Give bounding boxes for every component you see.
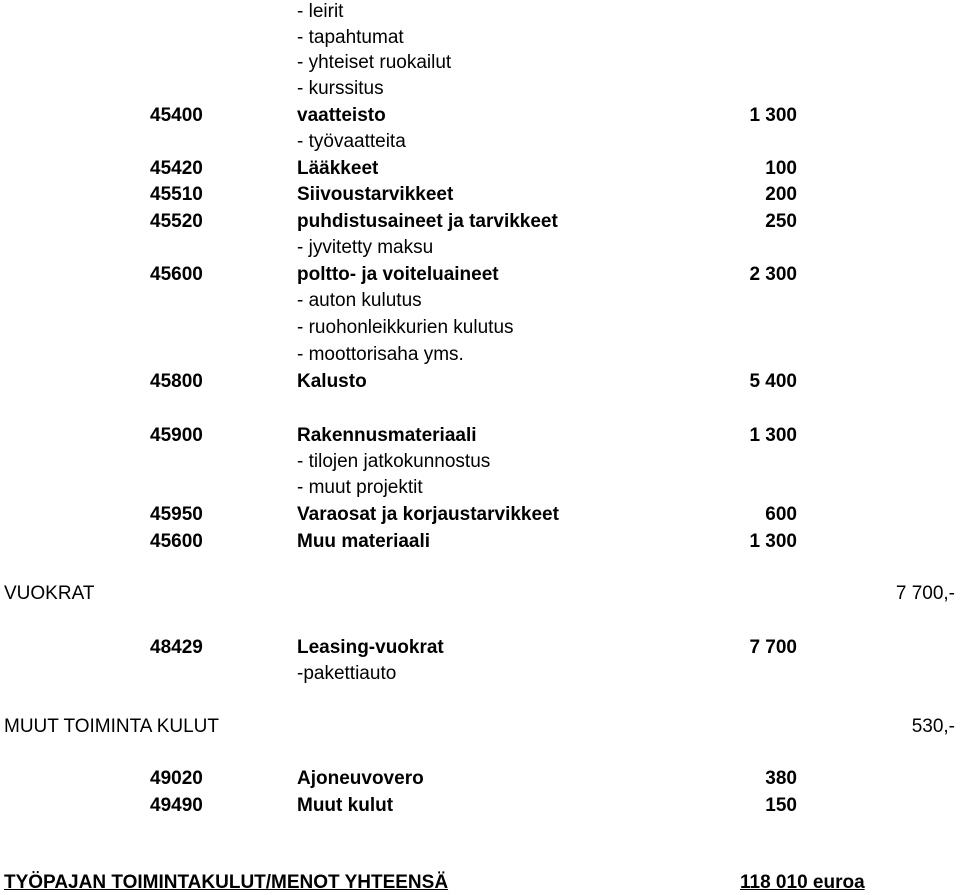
grand-total-label: TYÖPAJAN TOIMINTAKULUT/MENOT YHTEENSÄ (4, 872, 449, 893)
sub-item: - ruohonleikkurien kulutus (297, 317, 514, 338)
account-name: Siivoustarvikkeet (297, 184, 454, 205)
account-amount: 2 300 (749, 264, 797, 285)
section-total: 7 700,- (895, 583, 955, 604)
account-code: 45600 (150, 264, 203, 285)
account-name: puhdistusaineet ja tarvikkeet (297, 211, 558, 232)
grand-total-amount: 118 010 euroa (740, 872, 865, 893)
account-amount: 100 (765, 158, 797, 179)
sub-item: - työvaatteita (297, 131, 406, 152)
account-amount: 1 300 (749, 425, 797, 446)
sub-item: - jyvitetty maksu (297, 237, 434, 258)
sub-item: -pakettiauto (297, 663, 397, 684)
account-name: Muut kulut (297, 795, 394, 816)
account-name: poltto- ja voiteluaineet (297, 264, 499, 285)
account-name: Kalusto (297, 371, 367, 392)
sub-item: - kurssitus (297, 78, 384, 99)
account-amount: 1 300 (749, 531, 797, 552)
account-name: Leasing-vuokrat (297, 637, 444, 658)
account-amount: 5 400 (749, 371, 797, 392)
account-code: 49490 (150, 795, 203, 816)
sub-item: - leirit (297, 1, 344, 22)
account-code: 45400 (150, 105, 203, 126)
account-code: 45520 (150, 211, 203, 232)
account-amount: 380 (765, 768, 797, 789)
account-code: 45510 (150, 184, 203, 205)
account-amount: 7 700 (749, 637, 797, 658)
account-name: Lääkkeet (297, 158, 379, 179)
account-amount: 150 (765, 795, 797, 816)
sub-item: - tilojen jatkokunnostus (297, 451, 491, 472)
account-code: 49020 (150, 768, 203, 789)
account-code: 48429 (150, 637, 203, 658)
sub-item: - yhteiset ruokailut (297, 52, 452, 73)
account-name: Muu materiaali (297, 531, 431, 552)
account-amount: 1 300 (749, 105, 797, 126)
account-amount: 600 (765, 504, 797, 525)
account-code: 45600 (150, 531, 203, 552)
account-name: Rakennusmateriaali (297, 425, 477, 446)
account-code: 45420 (150, 158, 203, 179)
account-code: 45800 (150, 371, 203, 392)
sub-item: - auton kulutus (297, 290, 422, 311)
section-title: VUOKRAT (4, 583, 95, 604)
sub-item: - tapahtumat (297, 27, 404, 48)
sub-item: - moottorisaha yms. (297, 344, 464, 365)
section-title: MUUT TOIMINTA KULUT (4, 716, 220, 737)
section-total: 530,- (911, 716, 955, 737)
account-code: 45900 (150, 425, 203, 446)
account-name: Varaosat ja korjaustarvikkeet (297, 504, 559, 525)
account-name: Ajoneuvovero (297, 768, 424, 789)
account-code: 45950 (150, 504, 203, 525)
account-amount: 200 (765, 184, 797, 205)
account-name: vaatteisto (297, 105, 386, 126)
sub-item: - muut projektit (297, 477, 423, 498)
account-amount: 250 (765, 211, 797, 232)
